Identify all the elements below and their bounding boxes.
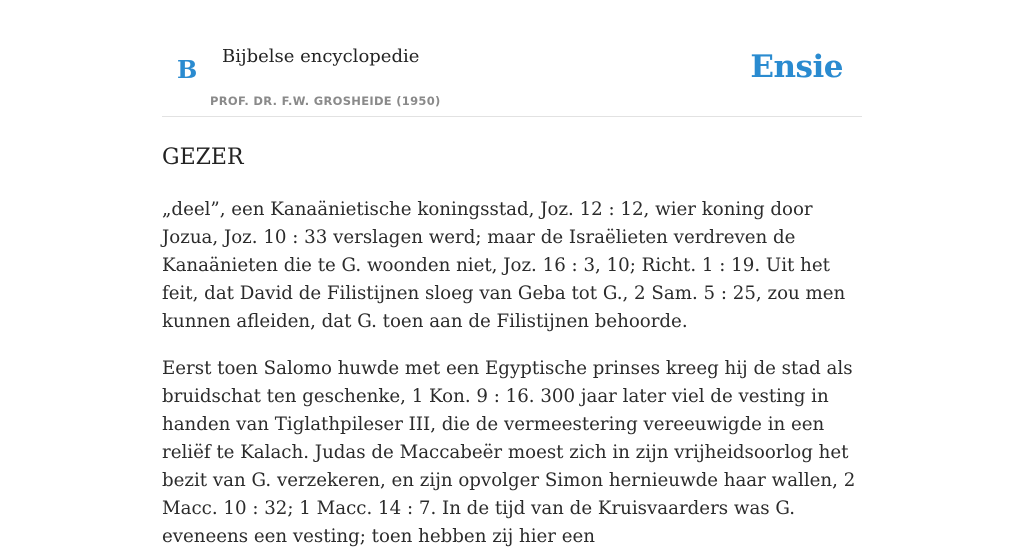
entry-title: GEZER: [162, 145, 244, 170]
ensie-logo[interactable]: Ensie: [750, 49, 843, 85]
book-author: PROF. DR. F.W. GROSHEIDE (1950): [210, 94, 441, 108]
book-header: [162, 0, 862, 117]
entry-paragraph: Eerst toen Salomo huwde met een Egyptische prinses kreeg hij de stad als bruidschat ten geschenke, 1 Kon. 9 : 16. 300 jaar later viel de vesting in handen van Tiglathpileser III, die de vermeestering vereeuwigde in een reliëf te Kalach. Judas de Maccabeër moest zich in zijn vrijheidsoorlog het bezit van G. verzekeren, en zijn opvolger Simon hernieuwde haar wallen, 2 Macc. 10 : 32; 1 Macc. 14 : 7. In de tijd van de Kruisvaarders was G. eveneens een vesting; toen hebben zij hier een: [162, 358, 856, 547]
entry-paragraph: „deel”, een Kanaänietische koningsstad, Joz. 12 : 12, wier koning door Jozua, Joz. 10 : 33 verslagen werd; maar de Israëlieten verdreven de Kanaänieten die te G. woonden niet, Joz. 16 : 3, 10; Richt. 1 : 19. Uit het feit, dat David de Filistijnen sloeg van Geba tot G., 2 Sam. 5 : 25, zou men kunnen afleiden, dat G. toen aan de Filistijnen behoorde.: [162, 199, 846, 332]
book-logo-letter[interactable]: B: [177, 55, 198, 84]
document-page: [162, 0, 862, 551]
book-title[interactable]: Bijbelse encyclopedie: [222, 46, 420, 67]
